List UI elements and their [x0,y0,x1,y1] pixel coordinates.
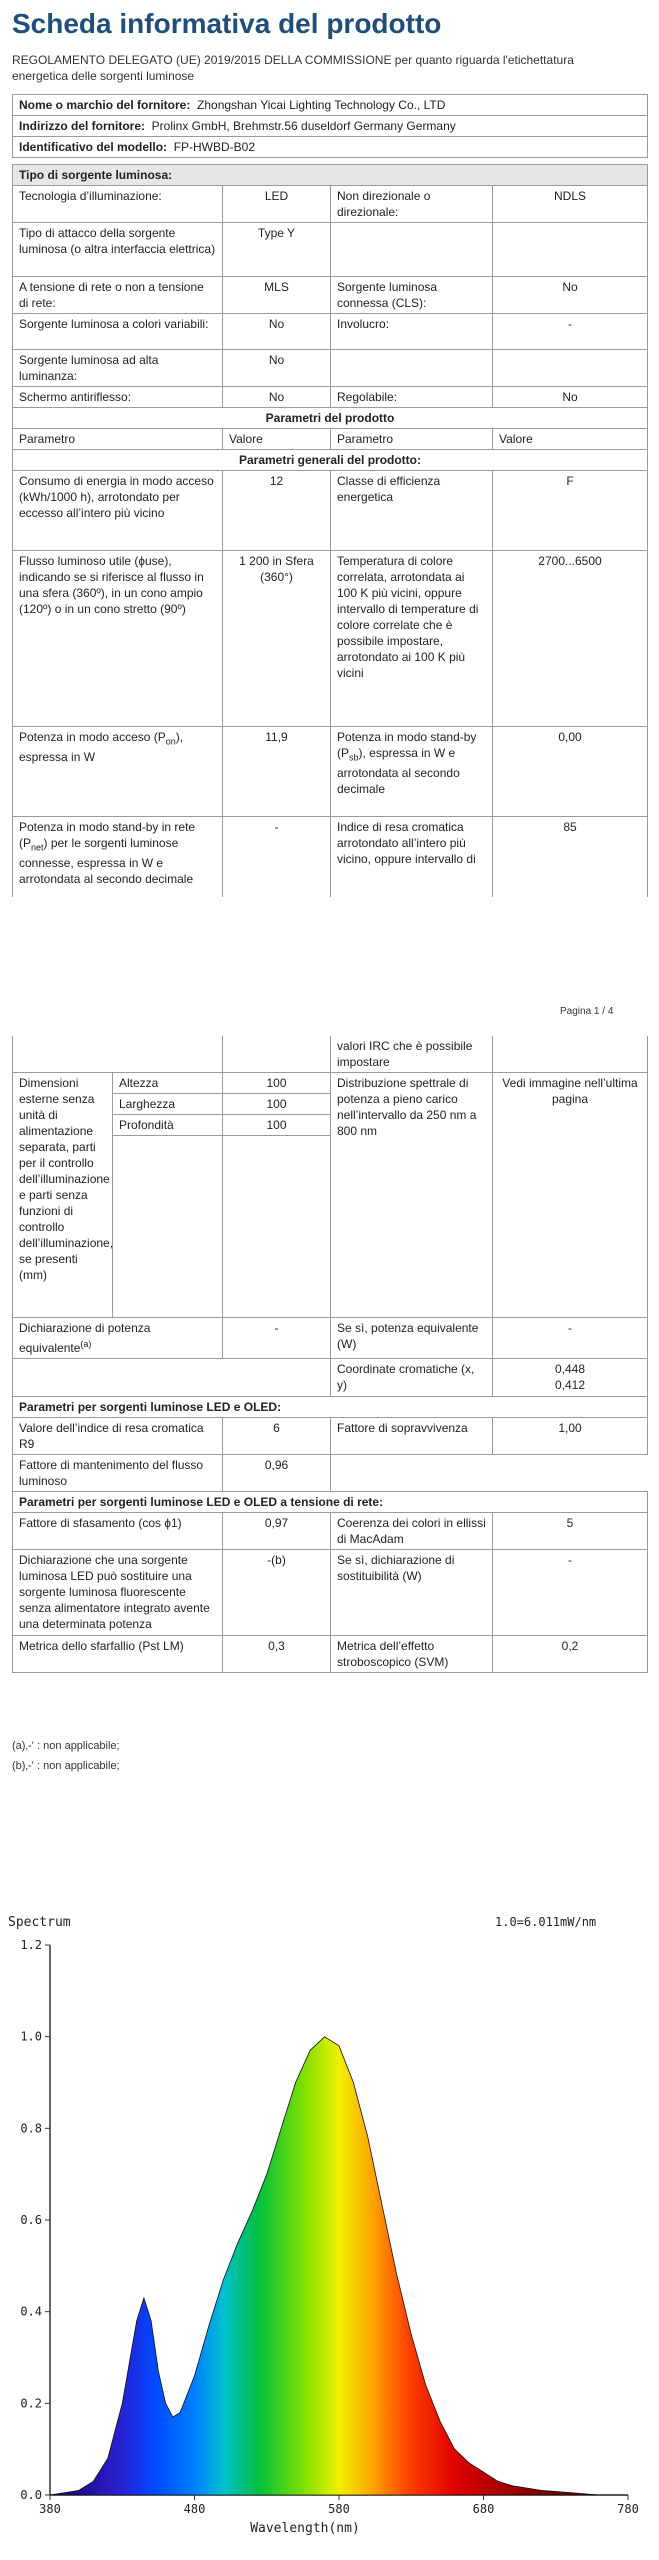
type-label: Sorgente luminosa ad alta luminanza: [13,350,223,387]
dim-height-label: Altezza [113,1073,223,1094]
type-label: Regolabile: [331,387,493,408]
type-label [331,350,493,387]
param-value: - [493,1550,648,1636]
continued-blank [223,1036,331,1073]
param-value: - [223,817,331,897]
col-header-param: Parametro [13,429,223,450]
led-section-title: Parametri per sorgenti luminose LED e OLED: [13,1397,648,1418]
type-label: A tensione di rete o non a tensione di rete: [13,277,223,314]
type-value: - [493,314,648,350]
param-label: Distribuzione spettrale di potenza a pieno carico nell’intervallo da 250 nm a 800 nm [331,1073,493,1318]
type-value [493,350,648,387]
dim-blank [113,1136,223,1318]
param-value: - [223,1318,331,1359]
dim-depth-label: Profondità [113,1115,223,1136]
params-table-continued [12,1036,648,1673]
continued-blank [493,1036,648,1073]
type-value: MLS [223,277,331,314]
y-tick-label: 0.6 [20,2213,42,2227]
dim-blank [223,1136,331,1318]
param-label: Indice di resa cromatica arrotondato all’intero più vicino, oppure intervallo di [331,817,493,897]
type-value [493,223,648,277]
page-title: Scheda informativa del prodotto [12,8,442,39]
param-label: Metrica dell’effetto stroboscopico (SVM) [331,1636,493,1673]
footnote-b: (b)‚-‛ : non applicabile; [12,1760,120,1772]
x-axis-label: Wavelength(nm) [250,2521,360,2536]
dim-width-label: Larghezza [113,1094,223,1115]
param-label: valori IRC che è possibile impostare [331,1036,493,1073]
param-value: 5 [493,1513,648,1550]
type-value: No [493,277,648,314]
param-value: 12 [223,471,331,551]
dim-width-value: 100 [223,1094,331,1115]
continued-blank [13,1036,223,1073]
param-label: Fattore di mantenimento del flusso luminoso [13,1455,223,1492]
param-label: Fattore di sfasamento (cos ɸ1) [13,1513,223,1550]
x-tick-label: 380 [39,2502,61,2516]
param-value: -(b) [223,1550,331,1636]
model-id-row: Identificativo del modello: FP-HWBD-B02 [13,137,648,158]
y-tick-label: 0.2 [20,2396,42,2411]
param-value: 0,96 [223,1455,331,1492]
type-label: Involucro: [331,314,493,350]
x-tick-label: 480 [183,2502,206,2516]
param-value: 6 [223,1418,331,1455]
general-params-title: Parametri generali del prodotto: [13,450,648,471]
chroma-blank [13,1359,331,1397]
x-tick-label: 780 [617,2502,639,2516]
param-value: - [493,1318,648,1359]
param-label: Se sì, dichiarazione di sostituibilità (W) [331,1550,493,1636]
type-label: Tecnologia d’illuminazione: [13,186,223,223]
param-label: Consumo di energia in modo acceso (kWh/1000 h), arrotondato per eccesso all’intero più vicino [13,471,223,551]
param-value: 2700...6500 [493,551,648,727]
param-label: Flusso luminoso utile (ɸuse), indicando se si riferisce al flusso in una sfera (360º), in un cono ampio (120º) o in un cono stretto (90º) [13,551,223,727]
type-value: No [493,387,648,408]
type-table [12,164,648,897]
param-label: Valore dell’indice di resa cromatica R9 [13,1418,223,1455]
type-label: Non direzionale o direzionale: [331,186,493,223]
type-value: LED [223,186,331,223]
chart-plot-area [20,1938,639,2516]
param-label: Coordinate cromatiche (x, y) [331,1359,493,1397]
param-value: 1,00 [493,1418,648,1455]
page-subtitle: REGOLAMENTO DELEGATO (UE) 2019/2015 DELLA COMMISSIONE per quanto riguarda l'etichettatura energetica delle sorgenti luminose [12,53,574,83]
type-label: Tipo di attacco della sorgente luminosa (o altra interfaccia elettrica) [13,223,223,277]
y-tick-label: 0.4 [20,2304,42,2319]
type-value: NDLS [493,186,648,223]
supplier-table [12,94,648,158]
x-tick-label: 580 [328,2502,350,2516]
supplier-address-row: Indirizzo del fornitore: Prolinx GmbH, Brehmstr.56 duseldorf Germany Germany [13,116,648,137]
footnote-a: (a)‚-‛ : non applicabile; [12,1740,120,1752]
y-tick-label: 0.8 [20,2121,42,2136]
type-label: Schermo antiriflesso: [13,387,223,408]
supplier-name-row: Nome o marchio del fornitore: Zhongshan Yicai Lighting Technology Co., LTD [13,95,648,116]
col-header-value: Valore [493,429,648,450]
y-tick-label: 1.0 [20,2029,42,2044]
chart-title: Spectrum [8,1915,71,1930]
dim-height-value: 100 [223,1073,331,1094]
param-label: Fattore di sopravvivenza [331,1418,493,1455]
param-label: Coerenza dei colori in ellissi di MacAdam [331,1513,493,1550]
spectrum-area [50,2037,628,2495]
param-value: 85 [493,817,648,897]
param-label: Classe di efficienza energetica [331,471,493,551]
param-value: 0,97 [223,1513,331,1550]
col-header-param: Parametro [331,429,493,450]
y-tick-label: 0.0 [20,2488,42,2502]
x-tick-label: 680 [472,2502,495,2516]
type-value: No [223,350,331,387]
type-section-title: Tipo di sorgente luminosa: [13,165,648,186]
product-sheet-page-2 [12,1036,647,1673]
params-section-title: Parametri del prodotto [13,408,648,429]
y-tick-label: 1.2 [20,1938,42,1952]
maint-blank [331,1455,648,1492]
param-label: Metrica dello sfarfallio (Pst LM) [13,1636,223,1673]
spectrum-chart [0,1900,659,2540]
type-label [331,223,493,277]
param-label: Potenza in modo stand-by $(P_{sb})$, espressa in W e arrotondata al secondo decimale [331,727,493,817]
param-label: Temperatura di colore correlata, arrotondata ai 100 K più vicini, oppure intervallo di temperature di colore correlate che è possibile impostare, arrotondato ai 100 K più vicini [331,551,493,727]
param-value: 1 200 in Sfera (360°) [223,551,331,727]
chart-annotation: 1.0=6.011mW/nm [495,1915,597,1929]
param-value: F [493,471,648,551]
param-label: Dichiarazione di potenza equivalente$^{(a)}$ [13,1318,223,1359]
col-header-value: Valore [223,429,331,450]
param-label: Dichiarazione che una sorgente luminosa LED può sostituire una sorgente luminosa fluorescente senza alimentatore integrato avente una determinata potenza [13,1550,223,1636]
type-value: Type Y [223,223,331,277]
type-value: No [223,314,331,350]
product-sheet-page-1 [12,94,647,897]
type-label: Sorgente luminosa connessa (CLS): [331,277,493,314]
type-value: No [223,387,331,408]
param-value: 0,3 [223,1636,331,1673]
type-label: Sorgente luminosa a colori variabili: [13,314,223,350]
param-label: Dimensioni esterne senza unità di alimentazione separata, parti per il controllo dell’illuminazione e parti senza funzioni di controllo dell’illuminazione, se presenti (mm) [13,1073,113,1318]
param-label: Potenza in modo acceso $(P_{on})$, espressa in W [13,727,223,817]
param-label: Potenza in modo stand-by in rete $(P_{net})$ per le sorgenti luminose connesse, espressa in W e arrotondata al secondo decimale [13,817,223,897]
param-value: 0,2 [493,1636,648,1673]
param-value: 11,9 [223,727,331,817]
param-value: 0,00 [493,727,648,817]
mains-section-title: Parametri per sorgenti luminose LED e OLED a tensione di rete: [13,1492,648,1513]
page-footer: Pagina 1 / 4 [560,1006,614,1017]
dim-depth-value: 100 [223,1115,331,1136]
param-label: Se sì, potenza equivalente (W) [331,1318,493,1359]
param-value: 0,448 0,412 [493,1359,648,1397]
param-value: Vedi immagine nell’ultima pagina [493,1073,648,1318]
